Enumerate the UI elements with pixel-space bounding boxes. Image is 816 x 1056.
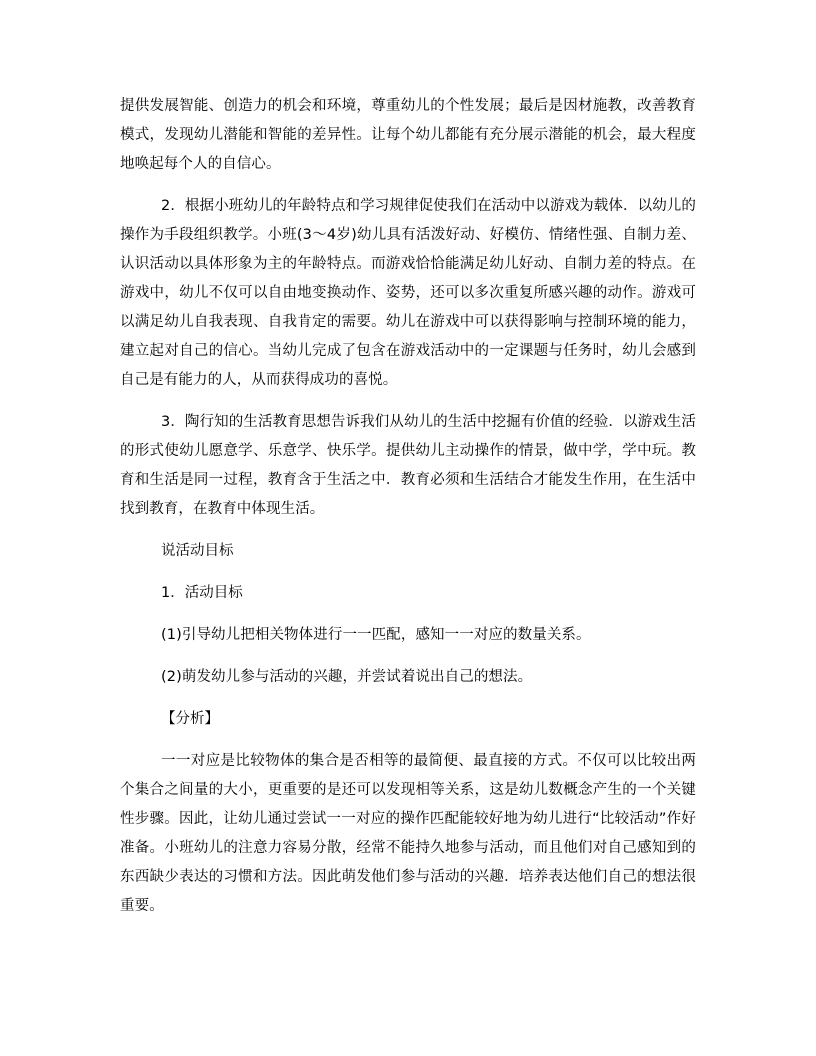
- paragraph-point-3: 3．陶行知的生活教育思想告诉我们从幼儿的生活中挖掘有价值的经验．以游戏生活的形式使幼儿愿意学、乐意学、快乐学。提供幼儿主动操作的情景，做中学，学中玩。教育和生活是同一过程，教育含于生活之中．教育必须和生活结合才能发生作用，在生活中找到教育，在教育中体现生活。: [120, 414, 696, 517]
- goal-item-2: (2)萌发幼儿参与活动的兴趣，并尝试着说出自己的想法。: [161, 669, 533, 685]
- analysis-label: 【分析】: [161, 711, 219, 727]
- section-heading-activity-goals: 说活动目标: [161, 543, 234, 559]
- subheading-activity-goals: 1．活动目标: [161, 585, 243, 601]
- paragraph-intro-continuation: 提供发展智能、创造力的机会和环境，尊重幼儿的个性发展；最后是因材施教，改善教育模式，发现幼儿潜能和智能的差异性。让每个幼儿都能有充分展示潜能的机会，最大程度地唤起每个人的自信心。: [120, 98, 696, 172]
- paragraph-point-2: 2．根据小班幼儿的年龄特点和学习规律促使我们在活动中以游戏为载体．以幼儿的操作为手段组织教学。小班(3～4岁)幼儿具有活泼好动、好模仿、情绪性强、自制力差、认识活动以具体形象为主的年龄特点。而游戏恰恰能满足幼儿好动、自制力差的特点。在游戏中，幼儿不仅可以自由地变换动作、姿势，还可以多次重复所感兴趣的动作。游戏可以满足幼儿自我表现、自我肯定的需要。幼儿在游戏中可以获得影响与控制环境的能力，建立起对自己的信心。当幼儿完成了包含在游戏活动中的一定课题与任务时，幼儿会感到自己是有能力的人，从而获得成功的喜悦。: [120, 198, 696, 388]
- paragraph-analysis: 一一对应是比较物体的集合是否相等的最简便、最直接的方式。不仅可以比较出两个集合之间量的大小，更重要的是还可以发现相等关系，这是幼儿数概念产生的一个关键性步骤。因此，让幼儿通过尝试一一对应的操作匹配能较好地为幼儿进行“比较活动”作好准备。小班幼儿的注意力容易分散，经常不能持久地参与活动，而且他们对自己感知到的东西缺少表达的习惯和方法。因此萌发他们参与活动的兴趣．培养表达他们自己的想法很重要。: [120, 753, 696, 914]
- goal-item-1: (1)引导幼儿把相关物体进行一一匹配，感知一一对应的数量关系。: [161, 627, 591, 643]
- document-page: [120, 92, 696, 934]
